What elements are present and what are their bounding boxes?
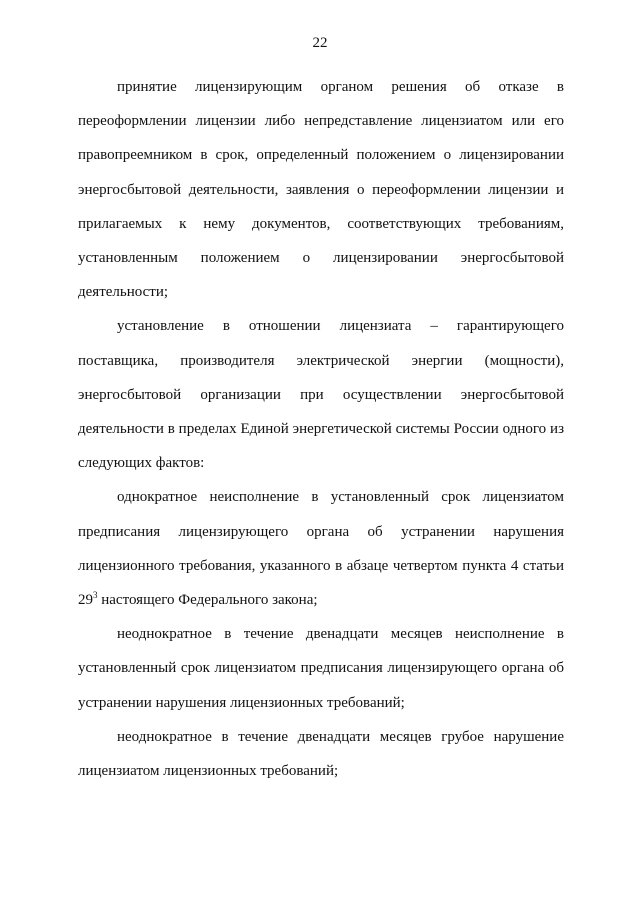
paragraph-single-nonfulfillment-text: однократное неисполнение в установленный срок лицензиатом предписания лицензирующего органа об устранении нарушения лицензионного требования, указанного в абзаце четвертом пункта 4 статьи 29 (78, 489, 564, 609)
paragraph-repeated-gross-violation: неоднократное в течение двенадцати месяцев грубое нарушение лицензиатом лицензионных требований; (78, 728, 564, 780)
paragraph-repeated-nonfulfillment: неоднократное в течение двенадцати месяцев неисполнение в установленный срок лицензиатом предписания лицензирующего органа об устранении нарушения лицензионных требований; (78, 626, 564, 711)
page-number: 22 (312, 35, 328, 51)
paragraph-single-nonfulfillment (78, 480, 564, 617)
superscript-article-index: 3 (93, 590, 98, 601)
paragraph-establishment-facts: установление в отношении лицензиата – гарантирующего поставщика, производителя электрической энергии (мощности), энергосбытовой организации при осуществлении энергосбытовой деятельности в пределах Единой энергетической системы России одного из следующих фактов: (78, 318, 564, 472)
document-body (78, 70, 564, 788)
paragraph-single-nonfulfillment-tail: настоящего Федерального закона; (97, 592, 318, 609)
paragraph-refusal-reissue: принятие лицензирующим органом решения об отказе в переоформлении лицензии либо непредставление лицензиатом или его правопреемником в срок, определенный положением о лицензировании энергосбытовой деятельности, заявления о переоформлении лицензии и прилагаемых к нему документов, соответствующих требованиям, установленным положением о лицензировании энергосбытовой деятельности; (78, 79, 564, 301)
